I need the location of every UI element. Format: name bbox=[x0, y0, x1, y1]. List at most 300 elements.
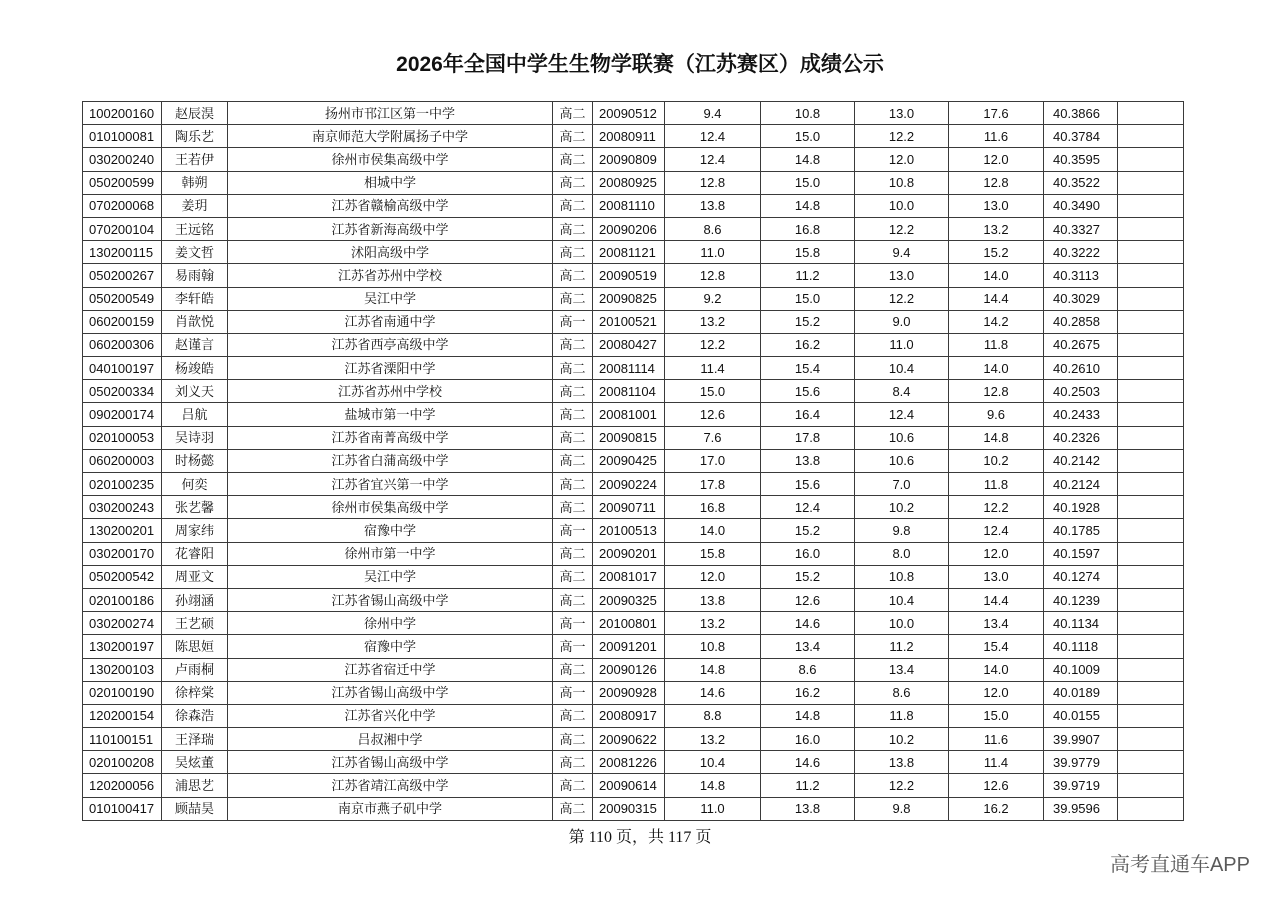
cell-total: 40.1118 bbox=[1044, 635, 1118, 658]
cell-total: 40.0155 bbox=[1044, 704, 1118, 727]
cell-grade: 高二 bbox=[553, 264, 593, 287]
cell-total: 40.1785 bbox=[1044, 519, 1118, 542]
cell-school: 徐州市侯集高级中学 bbox=[228, 496, 553, 519]
table-row bbox=[83, 102, 1184, 125]
cell-school: 江苏省宜兴第一中学 bbox=[228, 473, 553, 496]
cell-score-1: 13.2 bbox=[665, 612, 761, 635]
cell-birthdate: 20090825 bbox=[593, 287, 665, 310]
cell-score-1: 13.2 bbox=[665, 310, 761, 333]
table-row bbox=[83, 658, 1184, 681]
cell-name: 周家纬 bbox=[162, 519, 228, 542]
cell-school: 吴江中学 bbox=[228, 287, 553, 310]
cell-id: 020100235 bbox=[83, 473, 162, 496]
cell-id: 030200170 bbox=[83, 542, 162, 565]
cell-score-2: 16.0 bbox=[761, 728, 855, 751]
cell-grade: 高二 bbox=[553, 102, 593, 125]
cell-score-2: 13.8 bbox=[761, 797, 855, 820]
cell-score-1: 12.6 bbox=[665, 403, 761, 426]
cell-score-2: 15.6 bbox=[761, 473, 855, 496]
cell-score-4: 13.0 bbox=[949, 565, 1044, 588]
cell-name: 吴炫董 bbox=[162, 751, 228, 774]
cell-total: 40.2433 bbox=[1044, 403, 1118, 426]
cell-score-2: 16.2 bbox=[761, 681, 855, 704]
cell-total: 40.0189 bbox=[1044, 681, 1118, 704]
cell-school: 江苏省赣榆高级中学 bbox=[228, 194, 553, 217]
cell-blank bbox=[1118, 333, 1184, 356]
cell-score-1: 7.6 bbox=[665, 426, 761, 449]
cell-birthdate: 20090512 bbox=[593, 102, 665, 125]
cell-name: 杨竣皓 bbox=[162, 357, 228, 380]
cell-score-2: 16.8 bbox=[761, 217, 855, 240]
cell-birthdate: 20090622 bbox=[593, 728, 665, 751]
cell-birthdate: 20081104 bbox=[593, 380, 665, 403]
cell-score-4: 12.0 bbox=[949, 681, 1044, 704]
cell-blank bbox=[1118, 635, 1184, 658]
table-row bbox=[83, 449, 1184, 472]
table-row bbox=[83, 704, 1184, 727]
cell-birthdate: 20090809 bbox=[593, 148, 665, 171]
cell-score-3: 9.8 bbox=[855, 797, 949, 820]
cell-score-3: 9.4 bbox=[855, 241, 949, 264]
cell-score-3: 10.2 bbox=[855, 728, 949, 751]
table-row bbox=[83, 542, 1184, 565]
cell-score-4: 11.4 bbox=[949, 751, 1044, 774]
cell-birthdate: 20090928 bbox=[593, 681, 665, 704]
cell-name: 王远铭 bbox=[162, 217, 228, 240]
cell-total: 40.2124 bbox=[1044, 473, 1118, 496]
cell-birthdate: 20090711 bbox=[593, 496, 665, 519]
cell-birthdate: 20090614 bbox=[593, 774, 665, 797]
cell-blank bbox=[1118, 473, 1184, 496]
cell-total: 40.1009 bbox=[1044, 658, 1118, 681]
cell-grade: 高二 bbox=[553, 287, 593, 310]
cell-birthdate: 20090224 bbox=[593, 473, 665, 496]
cell-total: 40.1928 bbox=[1044, 496, 1118, 519]
table-row bbox=[83, 681, 1184, 704]
cell-score-2: 15.4 bbox=[761, 357, 855, 380]
cell-id: 020100186 bbox=[83, 588, 162, 611]
cell-blank bbox=[1118, 310, 1184, 333]
table-row bbox=[83, 217, 1184, 240]
cell-grade: 高一 bbox=[553, 612, 593, 635]
cell-score-4: 15.2 bbox=[949, 241, 1044, 264]
cell-score-4: 11.6 bbox=[949, 728, 1044, 751]
cell-name: 何奕 bbox=[162, 473, 228, 496]
cell-total: 40.2326 bbox=[1044, 426, 1118, 449]
cell-school: 江苏省靖江高级中学 bbox=[228, 774, 553, 797]
cell-grade: 高二 bbox=[553, 357, 593, 380]
cell-score-2: 12.4 bbox=[761, 496, 855, 519]
cell-score-2: 15.0 bbox=[761, 171, 855, 194]
cell-score-2: 16.4 bbox=[761, 403, 855, 426]
cell-birthdate: 20100801 bbox=[593, 612, 665, 635]
cell-score-4: 13.4 bbox=[949, 612, 1044, 635]
cell-blank bbox=[1118, 681, 1184, 704]
cell-total: 40.2503 bbox=[1044, 380, 1118, 403]
cell-id: 060200159 bbox=[83, 310, 162, 333]
results-table bbox=[82, 101, 1184, 821]
cell-name: 孙翊涵 bbox=[162, 588, 228, 611]
cell-id: 120200154 bbox=[83, 704, 162, 727]
cell-score-3: 12.2 bbox=[855, 125, 949, 148]
cell-birthdate: 20090325 bbox=[593, 588, 665, 611]
cell-birthdate: 20081001 bbox=[593, 403, 665, 426]
cell-blank bbox=[1118, 449, 1184, 472]
cell-total: 39.9719 bbox=[1044, 774, 1118, 797]
cell-score-4: 13.2 bbox=[949, 217, 1044, 240]
cell-score-3: 13.4 bbox=[855, 658, 949, 681]
cell-score-1: 14.6 bbox=[665, 681, 761, 704]
cell-blank bbox=[1118, 125, 1184, 148]
cell-grade: 高二 bbox=[553, 588, 593, 611]
cell-score-2: 14.8 bbox=[761, 148, 855, 171]
cell-grade: 高二 bbox=[553, 426, 593, 449]
cell-score-1: 13.8 bbox=[665, 194, 761, 217]
cell-score-3: 9.0 bbox=[855, 310, 949, 333]
cell-blank bbox=[1118, 241, 1184, 264]
cell-total: 40.2142 bbox=[1044, 449, 1118, 472]
cell-blank bbox=[1118, 426, 1184, 449]
cell-score-3: 10.4 bbox=[855, 357, 949, 380]
cell-name: 姜文哲 bbox=[162, 241, 228, 264]
cell-name: 赵谨言 bbox=[162, 333, 228, 356]
cell-blank bbox=[1118, 217, 1184, 240]
cell-score-1: 12.8 bbox=[665, 264, 761, 287]
cell-score-4: 14.0 bbox=[949, 264, 1044, 287]
cell-id: 130200115 bbox=[83, 241, 162, 264]
cell-school: 江苏省锡山高级中学 bbox=[228, 751, 553, 774]
cell-birthdate: 20100521 bbox=[593, 310, 665, 333]
cell-name: 韩朔 bbox=[162, 171, 228, 194]
cell-total: 40.3522 bbox=[1044, 171, 1118, 194]
cell-birthdate: 20090206 bbox=[593, 217, 665, 240]
cell-total: 40.1134 bbox=[1044, 612, 1118, 635]
cell-name: 陶乐艺 bbox=[162, 125, 228, 148]
cell-grade: 高二 bbox=[553, 704, 593, 727]
cell-id: 070200068 bbox=[83, 194, 162, 217]
cell-score-1: 14.8 bbox=[665, 774, 761, 797]
table-row bbox=[83, 357, 1184, 380]
cell-birthdate: 20080427 bbox=[593, 333, 665, 356]
cell-name: 王艺硕 bbox=[162, 612, 228, 635]
cell-score-3: 8.4 bbox=[855, 380, 949, 403]
cell-school: 江苏省兴化中学 bbox=[228, 704, 553, 727]
cell-name: 徐森浩 bbox=[162, 704, 228, 727]
cell-score-4: 9.6 bbox=[949, 403, 1044, 426]
cell-school: 江苏省宿迁中学 bbox=[228, 658, 553, 681]
cell-total: 40.3595 bbox=[1044, 148, 1118, 171]
cell-score-2: 14.8 bbox=[761, 194, 855, 217]
cell-score-1: 12.4 bbox=[665, 148, 761, 171]
cell-school: 江苏省南菁高级中学 bbox=[228, 426, 553, 449]
cell-school: 吕叔湘中学 bbox=[228, 728, 553, 751]
cell-score-1: 14.0 bbox=[665, 519, 761, 542]
cell-blank bbox=[1118, 194, 1184, 217]
cell-blank bbox=[1118, 519, 1184, 542]
cell-score-4: 10.2 bbox=[949, 449, 1044, 472]
cell-birthdate: 20080925 bbox=[593, 171, 665, 194]
cell-score-4: 12.0 bbox=[949, 542, 1044, 565]
cell-score-1: 12.8 bbox=[665, 171, 761, 194]
cell-score-1: 10.8 bbox=[665, 635, 761, 658]
cell-school: 徐州市第一中学 bbox=[228, 542, 553, 565]
cell-grade: 高二 bbox=[553, 171, 593, 194]
cell-score-2: 15.2 bbox=[761, 565, 855, 588]
cell-birthdate: 20090201 bbox=[593, 542, 665, 565]
cell-score-3: 12.2 bbox=[855, 774, 949, 797]
cell-total: 40.3327 bbox=[1044, 217, 1118, 240]
cell-total: 39.9596 bbox=[1044, 797, 1118, 820]
cell-school: 江苏省西亭高级中学 bbox=[228, 333, 553, 356]
cell-total: 40.3784 bbox=[1044, 125, 1118, 148]
table-row bbox=[83, 380, 1184, 403]
cell-birthdate: 20081121 bbox=[593, 241, 665, 264]
table-row bbox=[83, 287, 1184, 310]
cell-birthdate: 20090126 bbox=[593, 658, 665, 681]
cell-score-4: 14.0 bbox=[949, 357, 1044, 380]
cell-id: 050200334 bbox=[83, 380, 162, 403]
cell-school: 江苏省苏州中学校 bbox=[228, 380, 553, 403]
cell-birthdate: 20080911 bbox=[593, 125, 665, 148]
cell-blank bbox=[1118, 357, 1184, 380]
cell-score-3: 12.4 bbox=[855, 403, 949, 426]
cell-total: 39.9779 bbox=[1044, 751, 1118, 774]
cell-name: 周亚文 bbox=[162, 565, 228, 588]
cell-score-3: 13.8 bbox=[855, 751, 949, 774]
cell-total: 40.1239 bbox=[1044, 588, 1118, 611]
cell-score-4: 12.6 bbox=[949, 774, 1044, 797]
cell-score-2: 11.2 bbox=[761, 774, 855, 797]
results-table-body bbox=[83, 102, 1184, 821]
cell-score-4: 15.0 bbox=[949, 704, 1044, 727]
cell-blank bbox=[1118, 403, 1184, 426]
cell-total: 40.3113 bbox=[1044, 264, 1118, 287]
cell-birthdate: 20091201 bbox=[593, 635, 665, 658]
cell-id: 050200599 bbox=[83, 171, 162, 194]
page-title: 2026年全国中学生生物学联赛（江苏赛区）成绩公示 bbox=[396, 53, 884, 76]
cell-score-1: 11.0 bbox=[665, 241, 761, 264]
cell-birthdate: 20081114 bbox=[593, 357, 665, 380]
cell-school: 徐州中学 bbox=[228, 612, 553, 635]
cell-id: 130200197 bbox=[83, 635, 162, 658]
cell-score-1: 11.0 bbox=[665, 797, 761, 820]
cell-birthdate: 20080917 bbox=[593, 704, 665, 727]
cell-score-2: 14.6 bbox=[761, 751, 855, 774]
cell-grade: 高二 bbox=[553, 217, 593, 240]
cell-grade: 高二 bbox=[553, 728, 593, 751]
cell-score-3: 11.8 bbox=[855, 704, 949, 727]
cell-grade: 高二 bbox=[553, 751, 593, 774]
cell-total: 40.1597 bbox=[1044, 542, 1118, 565]
cell-id: 120200056 bbox=[83, 774, 162, 797]
table-row bbox=[83, 148, 1184, 171]
cell-school: 宿豫中学 bbox=[228, 635, 553, 658]
cell-birthdate: 20090815 bbox=[593, 426, 665, 449]
cell-school: 吴江中学 bbox=[228, 565, 553, 588]
cell-id: 010100081 bbox=[83, 125, 162, 148]
cell-score-4: 17.6 bbox=[949, 102, 1044, 125]
table-row bbox=[83, 333, 1184, 356]
cell-total: 40.3866 bbox=[1044, 102, 1118, 125]
cell-id: 130200201 bbox=[83, 519, 162, 542]
cell-grade: 高一 bbox=[553, 635, 593, 658]
cell-id: 110100151 bbox=[83, 728, 162, 751]
cell-blank bbox=[1118, 496, 1184, 519]
cell-name: 陈思姮 bbox=[162, 635, 228, 658]
cell-grade: 高二 bbox=[553, 565, 593, 588]
cell-id: 020100208 bbox=[83, 751, 162, 774]
cell-school: 盐城市第一中学 bbox=[228, 403, 553, 426]
cell-id: 040100197 bbox=[83, 357, 162, 380]
cell-score-1: 8.8 bbox=[665, 704, 761, 727]
cell-score-1: 9.2 bbox=[665, 287, 761, 310]
cell-score-2: 16.0 bbox=[761, 542, 855, 565]
cell-score-3: 12.2 bbox=[855, 287, 949, 310]
cell-score-3: 8.0 bbox=[855, 542, 949, 565]
table-row bbox=[83, 403, 1184, 426]
cell-school: 扬州市邗江区第一中学 bbox=[228, 102, 553, 125]
cell-score-3: 10.2 bbox=[855, 496, 949, 519]
cell-score-3: 9.8 bbox=[855, 519, 949, 542]
cell-id: 030200240 bbox=[83, 148, 162, 171]
table-row bbox=[83, 612, 1184, 635]
cell-name: 浦思艺 bbox=[162, 774, 228, 797]
cell-score-2: 16.2 bbox=[761, 333, 855, 356]
cell-id: 100200160 bbox=[83, 102, 162, 125]
cell-school: 江苏省溧阳中学 bbox=[228, 357, 553, 380]
cell-school: 沭阳高级中学 bbox=[228, 241, 553, 264]
cell-grade: 高二 bbox=[553, 194, 593, 217]
table-row bbox=[83, 588, 1184, 611]
cell-school: 江苏省苏州中学校 bbox=[228, 264, 553, 287]
cell-id: 130200103 bbox=[83, 658, 162, 681]
cell-score-3: 10.4 bbox=[855, 588, 949, 611]
cell-score-3: 7.0 bbox=[855, 473, 949, 496]
cell-grade: 高二 bbox=[553, 797, 593, 820]
cell-blank bbox=[1118, 380, 1184, 403]
watermark: 高考直通车APP bbox=[1109, 854, 1250, 876]
cell-grade: 高二 bbox=[553, 449, 593, 472]
cell-score-1: 9.4 bbox=[665, 102, 761, 125]
cell-score-3: 13.0 bbox=[855, 264, 949, 287]
cell-blank bbox=[1118, 102, 1184, 125]
cell-score-3: 12.0 bbox=[855, 148, 949, 171]
cell-score-4: 11.8 bbox=[949, 333, 1044, 356]
cell-score-1: 10.4 bbox=[665, 751, 761, 774]
cell-score-1: 8.6 bbox=[665, 217, 761, 240]
cell-blank bbox=[1118, 171, 1184, 194]
cell-total: 40.2675 bbox=[1044, 333, 1118, 356]
cell-id: 070200104 bbox=[83, 217, 162, 240]
cell-birthdate: 20081110 bbox=[593, 194, 665, 217]
table-row bbox=[83, 310, 1184, 333]
cell-grade: 高二 bbox=[553, 496, 593, 519]
cell-score-3: 10.6 bbox=[855, 449, 949, 472]
cell-score-1: 12.2 bbox=[665, 333, 761, 356]
cell-grade: 高二 bbox=[553, 148, 593, 171]
cell-score-3: 11.2 bbox=[855, 635, 949, 658]
cell-blank bbox=[1118, 612, 1184, 635]
cell-id: 030200274 bbox=[83, 612, 162, 635]
cell-school: 江苏省锡山高级中学 bbox=[228, 588, 553, 611]
cell-blank bbox=[1118, 751, 1184, 774]
cell-school: 南京师范大学附属扬子中学 bbox=[228, 125, 553, 148]
cell-blank bbox=[1118, 728, 1184, 751]
cell-score-4: 13.0 bbox=[949, 194, 1044, 217]
table-row bbox=[83, 565, 1184, 588]
cell-name: 花睿阳 bbox=[162, 542, 228, 565]
cell-blank bbox=[1118, 148, 1184, 171]
cell-score-4: 14.0 bbox=[949, 658, 1044, 681]
cell-id: 050200267 bbox=[83, 264, 162, 287]
cell-grade: 高二 bbox=[553, 403, 593, 426]
cell-grade: 高二 bbox=[553, 333, 593, 356]
cell-name: 卢雨桐 bbox=[162, 658, 228, 681]
cell-score-4: 14.4 bbox=[949, 588, 1044, 611]
cell-total: 40.1274 bbox=[1044, 565, 1118, 588]
cell-grade: 高二 bbox=[553, 241, 593, 264]
cell-total: 40.3490 bbox=[1044, 194, 1118, 217]
cell-grade: 高一 bbox=[553, 681, 593, 704]
cell-score-4: 15.4 bbox=[949, 635, 1044, 658]
cell-id: 050200542 bbox=[83, 565, 162, 588]
table-row bbox=[83, 264, 1184, 287]
cell-name: 吴诗羽 bbox=[162, 426, 228, 449]
cell-birthdate: 20090425 bbox=[593, 449, 665, 472]
cell-total: 40.3029 bbox=[1044, 287, 1118, 310]
cell-school: 江苏省白蒲高级中学 bbox=[228, 449, 553, 472]
cell-birthdate: 20090519 bbox=[593, 264, 665, 287]
cell-name: 张艺馨 bbox=[162, 496, 228, 519]
cell-score-2: 14.8 bbox=[761, 704, 855, 727]
cell-blank bbox=[1118, 588, 1184, 611]
cell-score-4: 12.4 bbox=[949, 519, 1044, 542]
cell-score-3: 8.6 bbox=[855, 681, 949, 704]
cell-grade: 高二 bbox=[553, 380, 593, 403]
cell-name: 李轩皓 bbox=[162, 287, 228, 310]
cell-score-3: 13.0 bbox=[855, 102, 949, 125]
table-row bbox=[83, 171, 1184, 194]
cell-id: 010100417 bbox=[83, 797, 162, 820]
cell-grade: 高二 bbox=[553, 125, 593, 148]
cell-total: 39.9907 bbox=[1044, 728, 1118, 751]
cell-school: 江苏省南通中学 bbox=[228, 310, 553, 333]
cell-name: 姜玥 bbox=[162, 194, 228, 217]
cell-blank bbox=[1118, 797, 1184, 820]
cell-school: 相城中学 bbox=[228, 171, 553, 194]
cell-score-3: 12.2 bbox=[855, 217, 949, 240]
cell-score-4: 11.8 bbox=[949, 473, 1044, 496]
cell-grade: 高二 bbox=[553, 542, 593, 565]
cell-birthdate: 20090315 bbox=[593, 797, 665, 820]
cell-grade: 高二 bbox=[553, 658, 593, 681]
cell-score-2: 10.8 bbox=[761, 102, 855, 125]
cell-score-4: 14.4 bbox=[949, 287, 1044, 310]
cell-score-4: 12.8 bbox=[949, 171, 1044, 194]
cell-score-3: 11.0 bbox=[855, 333, 949, 356]
cell-score-4: 14.8 bbox=[949, 426, 1044, 449]
cell-score-3: 10.8 bbox=[855, 565, 949, 588]
cell-name: 赵辰淏 bbox=[162, 102, 228, 125]
cell-score-2: 15.8 bbox=[761, 241, 855, 264]
table-row bbox=[83, 241, 1184, 264]
cell-score-1: 17.0 bbox=[665, 449, 761, 472]
cell-score-3: 10.0 bbox=[855, 612, 949, 635]
cell-score-1: 13.8 bbox=[665, 588, 761, 611]
cell-score-1: 11.4 bbox=[665, 357, 761, 380]
cell-birthdate: 20081226 bbox=[593, 751, 665, 774]
cell-blank bbox=[1118, 774, 1184, 797]
